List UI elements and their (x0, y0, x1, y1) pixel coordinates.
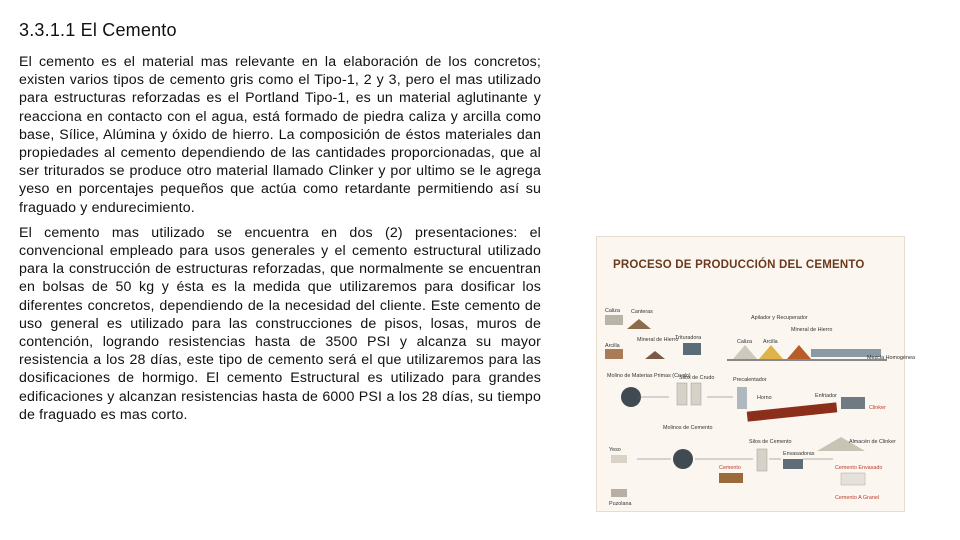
cement-silo (757, 449, 767, 471)
section-title: 3.3.1.1 El Cemento (19, 20, 177, 40)
clay-block (605, 349, 623, 359)
stockpile-hierro (787, 345, 811, 359)
pozzolan-pile (611, 489, 627, 497)
label-arcilla: Arcilla (605, 343, 620, 349)
raw-silo-2 (691, 383, 701, 405)
label-cemento: Cemento (719, 465, 741, 471)
bulk-truck (841, 473, 865, 485)
process-illustration (597, 237, 915, 513)
label-envasadoras: Envasadoras (783, 451, 815, 457)
label-silos-crudo: Silos de Crudo (679, 375, 715, 381)
label-molinos-cemento: Molinos de Cemento (663, 425, 713, 431)
stockpile-arcilla (759, 345, 783, 359)
label-mezcla: Mezcla Homogénea (867, 355, 915, 361)
label-trituradora: Trituradora (675, 335, 702, 341)
cement-bags (719, 473, 743, 483)
raw-silo-1 (677, 383, 687, 405)
conveyor-line (727, 359, 887, 361)
gypsum-pile (611, 455, 627, 463)
crusher-machine (683, 343, 701, 355)
label-mineral-hierro: Mineral de Hierro (637, 337, 679, 343)
limestone-block (605, 315, 623, 325)
body-text (19, 53, 541, 431)
quarry-shape (627, 319, 651, 329)
label-cemento-granel: Cemento A Granel (835, 495, 880, 501)
label-precalentador: Precalentador (733, 377, 767, 383)
label-enfriador: Enfriador (815, 393, 837, 399)
paragraph-composition: El cemento es el material mas relevante en la elaboración de los concretos; existen varios tipos de cemento gris como el Tipo-1, 2 y 3, pero el mas utilizado para estructuras reforzadas es el Portland Tipo-1, es un material aglutinante y reacciona en contacto con el agua, está formado de piedra caliza y arcilla como base, Sílice, Alúmina y óxido de hierro. La composición de éstos materiales dan propiedades al cemento dependiendo de las cantidades proporcionadas, que al ser triturados se produce otro material llamado Clinker y por ultimo se le agrega yeso en porcentajes pequeños que actúa como retardante permitiendo así su fraguado y endurecimiento. (19, 54, 541, 216)
paragraph-presentations: El cemento mas utilizado se encuentra en dos (2) presentaciones: el convencional empleado para usos generales y el cemento estructural utilizado para la construcción de estructuras reforzadas, que normalmente se encuentran en bolsas de 50 kg y ésta es la medida que utilizaremos para dosificar los diferentes concretos, dependiendo de la necesidad del cliente. Este cemento de uso general es utilizado para las construcciones de pisos, losas, muros de contención, logrando resistencias hasta de 3500 PSI y alcanza su mayor resistencia a los 28 días, este tipo de cemento será el que utilizaremos para las dosificaciones de hormigo. El cemento Estructural es utilizado para grandes edificaciones y alcanzan resistencias hasta de 6000 PSI a los 28 días, su tiempo de fraguado es mas corto. (19, 224, 541, 423)
label-apilador: Apilador y Recuperador (751, 315, 808, 321)
diagram-title: PROCESO DE PRODUCCIÓN DEL CEMENTO (613, 259, 865, 271)
cement-process-diagram (596, 236, 915, 512)
label-cemento-envasado: Cemento Envasado (835, 465, 883, 471)
iron-ore-pile (645, 351, 665, 359)
label-molino-materias: Molino de Materias Primas (Crudo) (607, 373, 691, 379)
stockpile-caliza (733, 345, 757, 359)
label-arcilla-pile: Arcilla (763, 339, 778, 345)
bagging-machine (783, 459, 803, 469)
label-yeso: Yeso (609, 447, 621, 453)
label-caliza-pile: Caliza (737, 339, 752, 345)
label-puzolana: Puzolana (609, 501, 632, 507)
label-caliza: Caliza (605, 308, 620, 314)
label-almacen-clinker: Almacén de Clinker (849, 439, 896, 445)
cooler-unit (841, 397, 865, 409)
label-mineral-hierro-pile: Mineral de Hierro (791, 327, 833, 333)
label-canteras: Canteras (631, 309, 653, 315)
label-silos-cemento: Silos de Cemento (749, 439, 792, 445)
label-horno: Horno (757, 395, 772, 401)
preheater-tower (737, 387, 747, 409)
cement-mill-icon (673, 449, 693, 469)
label-clinker: Clinker (869, 405, 886, 411)
rotary-kiln (747, 402, 838, 421)
